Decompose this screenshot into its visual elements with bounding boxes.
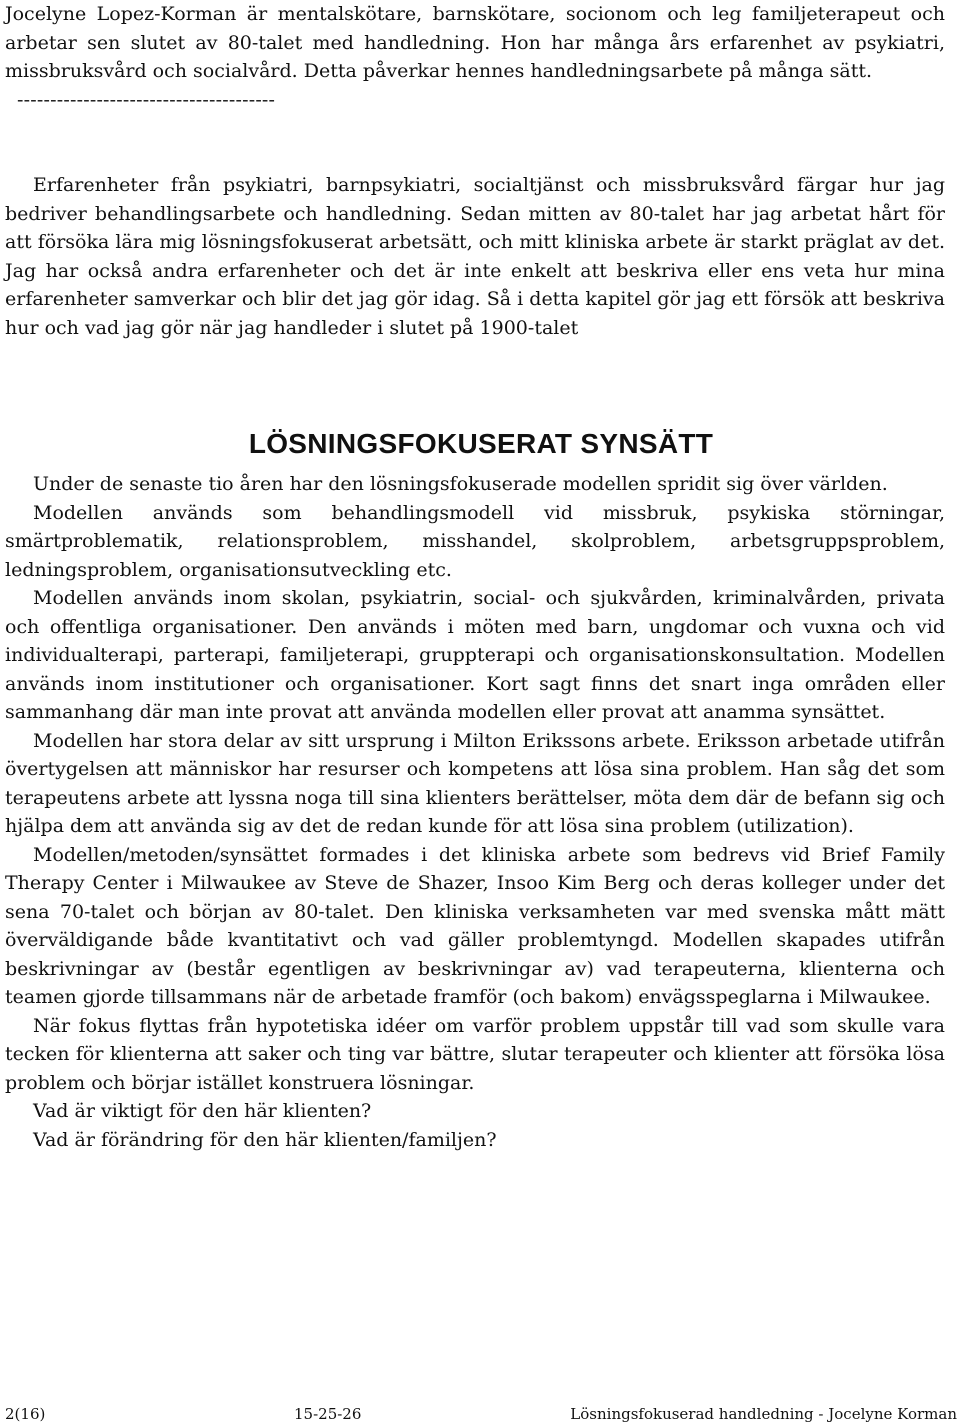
paragraph: Under de senaste tio åren har den lösningsfokuserade modellen spridit sig över världen. [33, 473, 888, 495]
intro-paragraph: Jocelyne Lopez-Korman är mentalskötare, barnskötare, socionom och leg familjeterapeut och arbetar sen slutet av 80-talet med handledning. Hon har många års erfarenhet av psykiatri, missbruksvård och socialvård. Detta påverkar hennes handledningsarbete på många sätt. [5, 3, 945, 82]
separator-line: --------------------------------------- [17, 88, 276, 111]
paragraph: Modellen/metoden/synsättet formades i det kliniska arbete som bedrevs vid Brief Family Therapy Center i Milwaukee av Steve de Shazer, Insoo Kim Berg och deras kolleger under det sena 70-talet och början av 80-talet. Den kliniska verksamheten var med svenska mått mätt överväldigande både kvantitativt och vad gäller problemtyngd. Modellen skapades utifrån beskrivningar av (består egentligen av beskrivningar av) vad terapeuterna, klienterna och teamen gjorde tillsammans när de arbetade framför (och bakom) envägsspeglarna i Milwaukee. [5, 843, 945, 1008]
running-title: Lösningsfokuserad handledning - Jocelyne Korman [570, 1405, 957, 1423]
question-line: Vad är viktigt för den här klienten? [33, 1100, 372, 1122]
question-line: Vad är förändring för den här klienten/familjen? [33, 1128, 497, 1151]
page-footer [5, 1403, 957, 1425]
paragraph: Modellen används inom skolan, psykiatrin, social- och sjukvården, kriminalvården, privata och offentliga organisationer. Den används i möten med barn, ungdomar och vuxna och vid individualterapi, parterapi, familjeterapi, gruppterapi och organisationskonsultation. Modellen används inom institutioner och organisationer. Kort sagt finns det snart inga områden eller sammanhang där man inte provat att använda modellen eller provat att anamma synsättet. [5, 587, 945, 723]
paragraph: Modellen har stora delar av sitt ursprung i Milton Erikssons arbete. Eriksson arbetade utifrån övertygelsen att människor har resurser och kompetens att lösa sina problem. Han såg det som terapeutens arbete att lyssna noga till sina klienters berättelser, möta dem där de befann sig och hjälpa dem att använda sig av det de redan kunde för att lösa sina problem (utilization). [5, 729, 945, 837]
page-number: 2(16) [5, 1405, 46, 1423]
paragraph: När fokus flyttas från hypotetiska idéer om varför problem uppstår till vad som skulle vara tecken för klienterna att saker och ting var bättre, slutar terapeuter och klienter att försöka lösa problem och börjar istället konstruera lösningar. [5, 1014, 945, 1094]
preface-paragraph: Erfarenheter från psykiatri, barnpsykiatri, socialtjänst och missbruksvård färgar hur jag bedriver behandlingsarbete och handledning. Sedan mitten av 80-talet har jag arbetat hårt för att försöka lära mig lösningsfokuserat arbetsätt, och mitt kliniska arbete är starkt präglat av det. Jag har också andra erfarenheter och det är inte enkelt att beskriva eller ens veta hur mina erfarenheter samverkar och blir det jag gör idag. Så i detta kapitel gör jag ett försök att beskriva hur och vad jag gör när jag handleder i slutet på 1900-talet [5, 174, 945, 339]
document-page [5, 0, 945, 1154]
footer-date: 15-25-26 [294, 1405, 362, 1423]
section-heading: LÖSNINGSFOKUSERAT SYNSÄTT [248, 428, 714, 459]
paragraph: Modellen används som behandlingsmodell vid missbruk, psykiska störningar, smärtproblematik, relationsproblem, misshandel, skolproblem, arbetsgruppsproblem, ledningsproblem, organisationsutveckling etc. [5, 501, 945, 581]
